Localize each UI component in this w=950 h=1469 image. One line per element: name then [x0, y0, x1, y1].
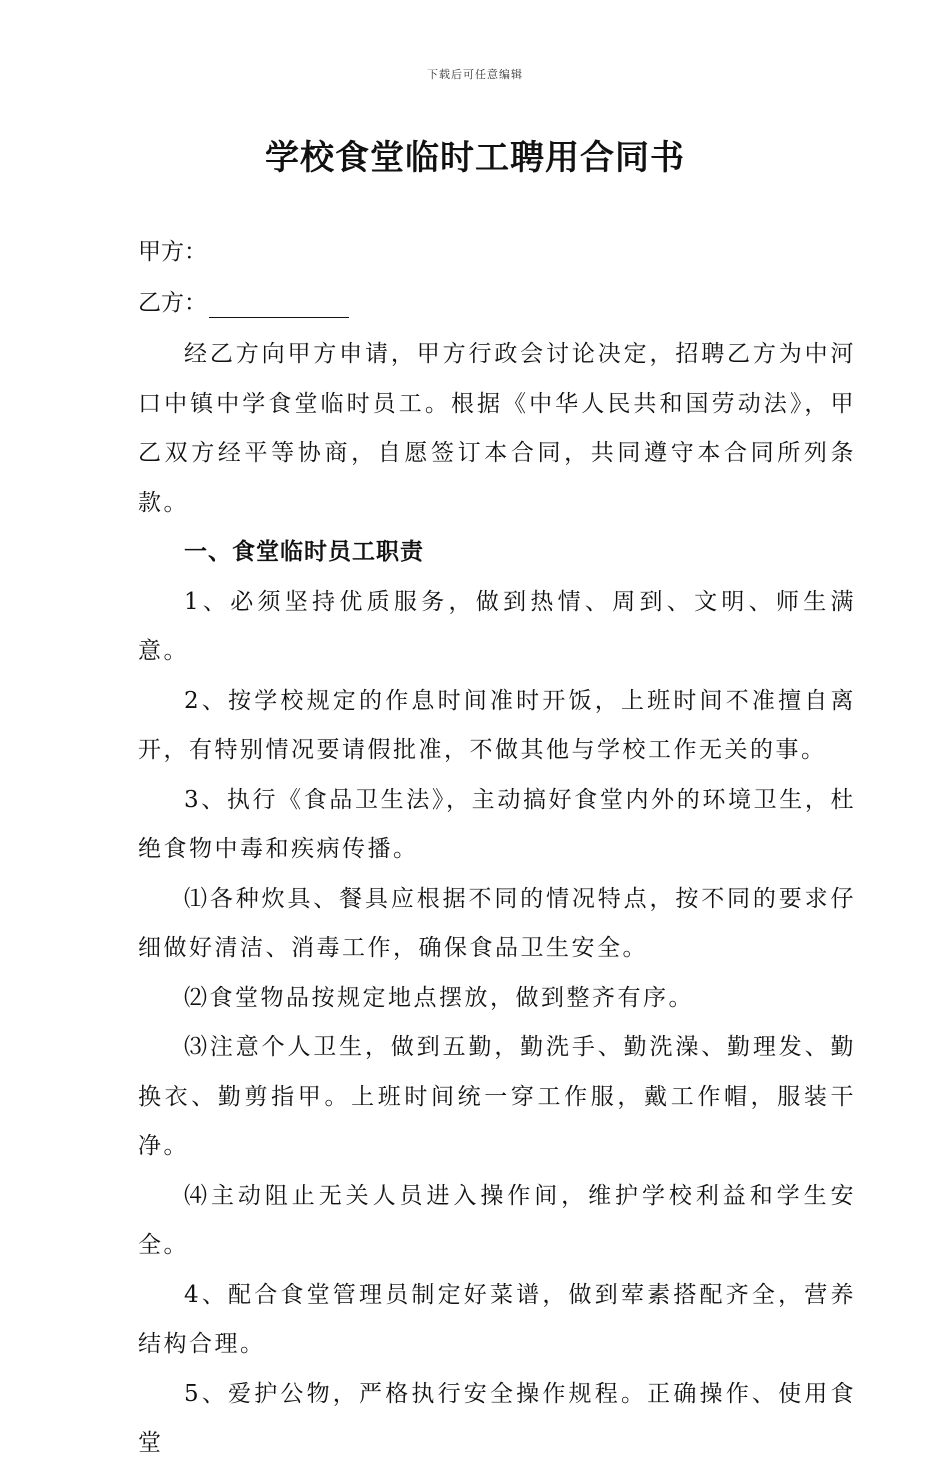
- clause-subitem-3-4: ⑷主动阻止无关人员进入操作间，维护学校利益和学生安全。: [138, 1182, 856, 1258]
- party-b-line: [138, 288, 349, 318]
- party-b-label: 乙方：: [138, 290, 207, 316]
- clause-item-5: 5、爱护公物，严格执行安全操作规程。正确操作、使用食堂: [138, 1380, 856, 1456]
- document-title: 学校食堂临时工聘用合同书: [265, 138, 685, 178]
- party-a-label: 甲方：: [138, 239, 207, 265]
- clause-item-1: 1、必须坚持优质服务，做到热情、周到、文明、师生满意。: [138, 588, 856, 664]
- clause-item-3: 3、执行《食品卫生法》，主动搞好食堂内外的环境卫生，杜绝食物中毒和疾病传播。: [138, 786, 856, 862]
- clause-item-2: 2、按学校规定的作息时间准时开饭，上班时间不准擅自离开，有特别情况要请假批准，不做其他与学校工作无关的事。: [138, 687, 856, 763]
- header-note: 下载后可任意编辑: [427, 68, 523, 81]
- clause-item-4: 4、配合食堂管理员制定好菜谱，做到荤素搭配齐全，营养结构合理。: [138, 1281, 856, 1357]
- clause-subitem-3-1: ⑴各种炊具、餐具应根据不同的情况特点，按不同的要求仔细做好清洁、消毒工作，确保食品卫生安全。: [138, 885, 856, 961]
- clause-subitem-3-3: ⑶注意个人卫生，做到五勤，勤洗手、勤洗澡、勤理发、勤换衣、勤剪指甲。上班时间统一穿工作服，戴工作帽，服装干净。: [138, 1034, 856, 1159]
- contract-body: [138, 330, 856, 1469]
- clause-subitem-3-2: ⑵食堂物品按规定地点摆放，做到整齐有序。: [184, 984, 694, 1011]
- intro-paragraph: 经乙方向甲方申请，甲方行政会讨论决定，招聘乙方为中河口中镇中学食堂临时员工。根据《中华人民共和国劳动法》，甲乙双方经平等协商，自愿签订本合同，共同遵守本合同所列条款。: [138, 341, 856, 516]
- party-b-blank: [209, 295, 349, 318]
- party-a-line: [138, 237, 207, 267]
- section-heading: 一、食堂临时员工职责: [184, 539, 424, 565]
